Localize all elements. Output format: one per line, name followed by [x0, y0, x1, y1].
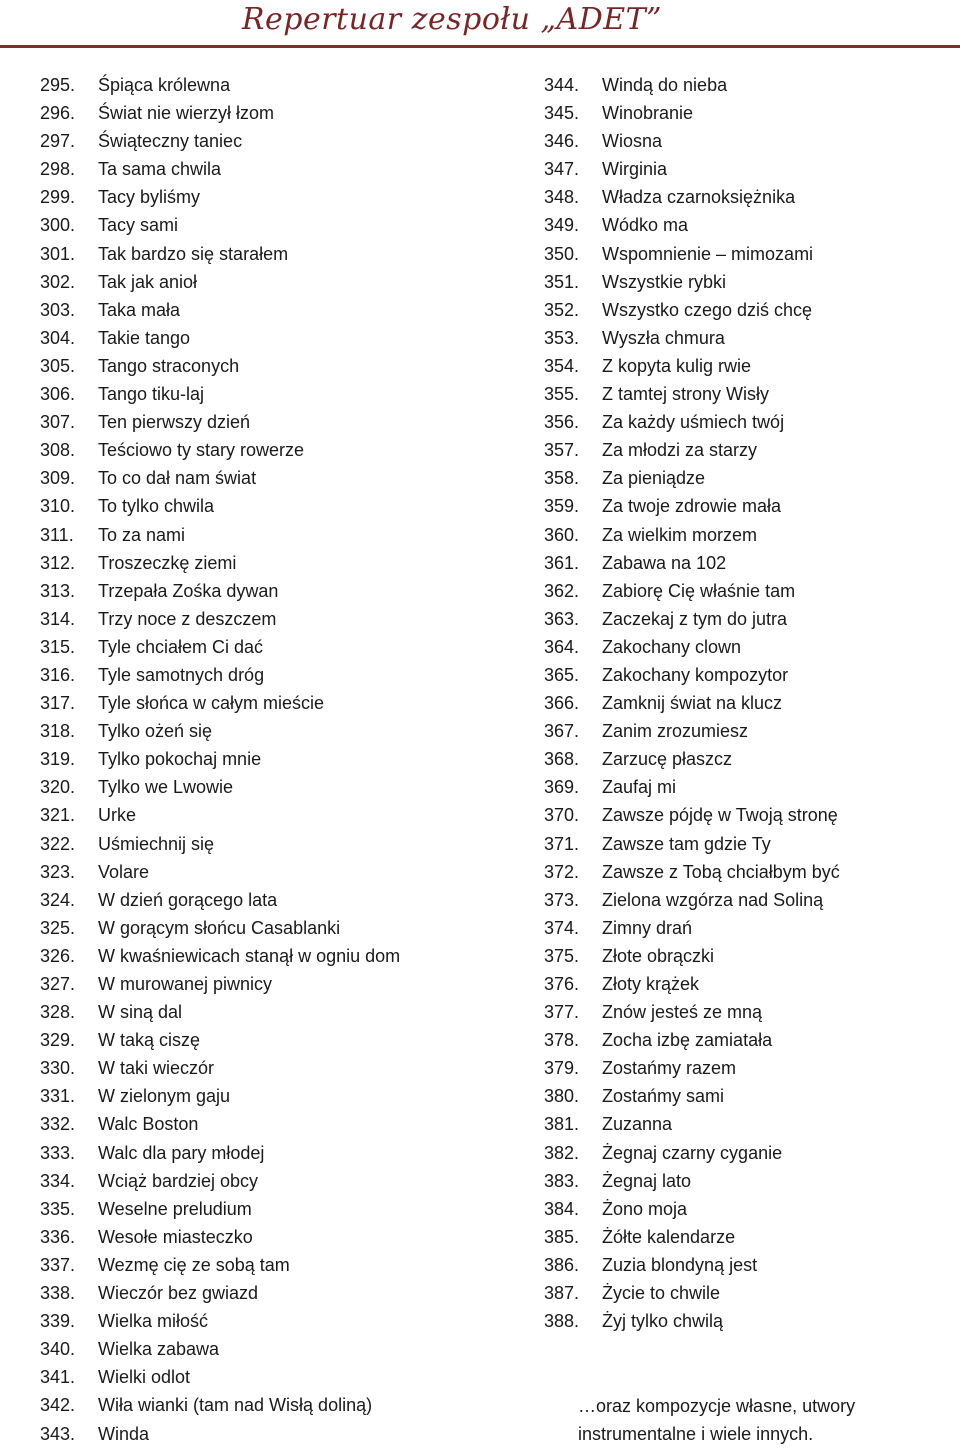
- song-item: [544, 886, 840, 914]
- song-item: [544, 155, 840, 183]
- song-item: [40, 1391, 400, 1419]
- song-list-right: [544, 71, 840, 1335]
- song-title: Wezmę cię ze sobą tam: [98, 1254, 290, 1275]
- song-title: Zuzia blondyną jest: [602, 1254, 758, 1275]
- song-item: [40, 830, 400, 858]
- song-number: 332.: [40, 1114, 76, 1135]
- song-number: 306.: [40, 384, 76, 405]
- song-number: 301.: [40, 243, 76, 264]
- song-item: [40, 661, 400, 689]
- song-title: Tylko ożeń się: [98, 721, 213, 742]
- song-item: [40, 1110, 400, 1138]
- song-number: 385.: [544, 1226, 580, 1247]
- song-title: Zanim zrozumiesz: [602, 721, 749, 742]
- song-item: [544, 1110, 840, 1138]
- song-title: Tyle chciałem Ci dać: [98, 636, 264, 657]
- song-item: [40, 1082, 400, 1110]
- song-item: [544, 830, 840, 858]
- song-item: [544, 717, 840, 745]
- song-item: [40, 717, 400, 745]
- song-number: 330.: [40, 1058, 76, 1079]
- song-number: 314.: [40, 608, 76, 629]
- song-title: Walc Boston: [98, 1114, 199, 1135]
- song-number: 331.: [40, 1086, 76, 1107]
- song-title: Tacy byliśmy: [98, 187, 201, 208]
- song-item: [544, 268, 840, 296]
- song-item: [40, 352, 400, 380]
- song-title: Za młodzi za starzy: [602, 440, 758, 461]
- song-title: Znów jesteś ze mną: [602, 1002, 763, 1023]
- song-item: [40, 127, 400, 155]
- song-title: Tylko we Lwowie: [98, 777, 234, 798]
- song-title: W dzień gorącego lata: [98, 889, 278, 910]
- song-title: Złoty krążek: [602, 974, 700, 994]
- song-number: 342.: [40, 1395, 76, 1416]
- song-item: [544, 240, 840, 268]
- song-item: [544, 773, 840, 801]
- song-title: Tango straconych: [98, 355, 240, 376]
- song-title: W zielonym gaju: [98, 1086, 231, 1107]
- song-item: [40, 745, 400, 773]
- song-title: Wszystkie rybki: [602, 271, 727, 292]
- song-number: 347.: [544, 159, 580, 180]
- song-title: To tylko chwila: [98, 496, 215, 517]
- song-item: [40, 240, 400, 268]
- song-title: Zaufaj mi: [602, 777, 677, 798]
- song-title: Żółte kalendarze: [602, 1226, 736, 1247]
- song-item: [40, 296, 400, 324]
- song-number: 305.: [40, 355, 76, 376]
- song-title: Wódko ma: [602, 215, 689, 236]
- song-item: [40, 801, 400, 829]
- song-number: 356.: [544, 412, 580, 433]
- song-number: 344.: [544, 75, 580, 95]
- song-item: [40, 268, 400, 296]
- song-number: 387.: [544, 1283, 580, 1304]
- song-number: 386.: [544, 1254, 580, 1275]
- song-item: [40, 773, 400, 801]
- song-number: 338.: [40, 1283, 76, 1304]
- song-number: 372.: [544, 861, 580, 882]
- song-number: 336.: [40, 1226, 76, 1247]
- song-title: Wiła wianki (tam nad Wisłą doliną): [98, 1395, 373, 1416]
- song-item: [544, 1082, 840, 1110]
- song-number: 358.: [544, 468, 580, 489]
- song-number: 376.: [544, 974, 580, 994]
- song-number: 303.: [40, 299, 76, 320]
- song-item: [40, 942, 400, 970]
- song-title: Wiosna: [602, 131, 663, 152]
- song-title: Trzy noce z deszczem: [98, 608, 277, 629]
- song-item: [544, 127, 840, 155]
- song-title: Wszystko czego dziś chcę: [602, 299, 813, 320]
- song-item: [544, 211, 840, 239]
- song-title: Zabawa na 102: [602, 552, 727, 573]
- song-number: 359.: [544, 496, 580, 517]
- song-item: [544, 521, 840, 549]
- song-item: [40, 1363, 400, 1391]
- song-number: 368.: [544, 749, 580, 770]
- song-number: 310.: [40, 496, 76, 517]
- song-title: Wesołe miasteczko: [98, 1226, 253, 1247]
- song-number: 351.: [544, 271, 580, 292]
- song-item: [40, 914, 400, 942]
- song-item: [40, 1279, 400, 1307]
- song-number: 348.: [544, 187, 580, 208]
- song-title: Zocha izbę zamiatała: [602, 1030, 773, 1051]
- song-item: [40, 71, 400, 99]
- song-number: 357.: [544, 440, 580, 461]
- song-item: [40, 183, 400, 211]
- song-item: [544, 71, 840, 99]
- song-title: Tyle słońca w całym mieście: [98, 693, 325, 714]
- song-number: 384.: [544, 1198, 580, 1219]
- song-title: Świat nie wierzył łzom: [98, 103, 275, 124]
- song-title: Zawsze z Tobą chciałbym być: [602, 861, 840, 882]
- song-title: Tylko pokochaj mnie: [98, 749, 262, 770]
- song-item: [544, 661, 840, 689]
- song-title: Śpiąca królewna: [98, 75, 231, 95]
- song-number: 381.: [544, 1114, 580, 1135]
- song-title: Windą do nieba: [602, 75, 728, 95]
- song-list-left: [40, 71, 400, 1448]
- song-title: Tyle samotnych dróg: [98, 664, 265, 685]
- song-item: [40, 549, 400, 577]
- song-item: [544, 1279, 840, 1307]
- song-item: [40, 521, 400, 549]
- footer-note: [578, 1392, 918, 1448]
- song-number: 321.: [40, 805, 76, 826]
- song-title: Zarzucę płaszcz: [602, 749, 733, 770]
- song-title: Władza czarnoksiężnika: [602, 187, 796, 208]
- song-item: [40, 211, 400, 239]
- song-number: 333.: [40, 1142, 76, 1163]
- song-item: [544, 352, 840, 380]
- song-item: [40, 633, 400, 661]
- song-number: 297.: [40, 131, 76, 152]
- song-number: 362.: [544, 580, 580, 601]
- footer-note-line-2: instrumentalne i wiele innych.: [578, 1424, 814, 1444]
- song-number: 354.: [544, 355, 580, 376]
- song-item: [40, 858, 400, 886]
- song-title: Za każdy uśmiech twój: [602, 412, 785, 433]
- song-title: Zostańmy razem: [602, 1058, 737, 1079]
- song-title: Winobranie: [602, 103, 694, 124]
- song-item: [544, 577, 840, 605]
- song-number: 329.: [40, 1030, 76, 1051]
- song-number: 373.: [544, 889, 580, 910]
- song-number: 355.: [544, 384, 580, 405]
- song-item: [40, 380, 400, 408]
- song-item: [544, 296, 840, 324]
- song-title: Tak jak anioł: [98, 271, 198, 292]
- song-title: Za wielkim morzem: [602, 524, 758, 545]
- song-title: Zawsze tam gdzie Ty: [602, 833, 771, 854]
- song-number: 298.: [40, 159, 76, 180]
- song-number: 318.: [40, 721, 76, 742]
- song-item: [544, 1139, 840, 1167]
- song-number: 312.: [40, 552, 76, 573]
- song-title: Wieczór bez gwiazd: [98, 1283, 259, 1304]
- song-title: W gorącym słońcu Casablanki: [98, 917, 341, 938]
- song-item: [40, 1167, 400, 1195]
- song-number: 388.: [544, 1311, 580, 1332]
- song-item: [544, 1195, 840, 1223]
- song-title: Wyszła chmura: [602, 327, 725, 348]
- song-title: Zawsze pójdę w Twoją stronę: [602, 805, 838, 826]
- song-item: [544, 99, 840, 127]
- song-item: [40, 1195, 400, 1223]
- song-number: 375.: [544, 945, 580, 966]
- song-item: [40, 99, 400, 127]
- song-number: 340.: [40, 1339, 76, 1360]
- song-item: [544, 380, 840, 408]
- song-number: 352.: [544, 299, 580, 320]
- song-item: [40, 492, 400, 520]
- song-item: [544, 549, 840, 577]
- song-item: [544, 1026, 840, 1054]
- song-title: Wielka zabawa: [98, 1339, 220, 1360]
- song-item: [544, 1167, 840, 1195]
- song-number: 317.: [40, 693, 76, 714]
- footer-note-line-1: …oraz kompozycje własne, utwory: [578, 1396, 856, 1416]
- song-item: [544, 324, 840, 352]
- page-title: Repertuar zespołu „ADET”: [241, 2, 662, 37]
- song-number: 370.: [544, 805, 580, 826]
- song-item: [544, 633, 840, 661]
- song-title: Tak bardzo się starałem: [98, 243, 289, 264]
- song-item: [544, 1054, 840, 1082]
- song-number: 295.: [40, 75, 76, 95]
- song-title: Życie to chwile: [602, 1283, 721, 1304]
- song-number: 349.: [544, 215, 580, 236]
- song-item: [40, 998, 400, 1026]
- song-number: 345.: [544, 103, 580, 124]
- song-title: W murowanej piwnicy: [98, 974, 273, 994]
- song-number: 300.: [40, 215, 76, 236]
- song-title: Trzepała Zośka dywan: [98, 580, 279, 601]
- song-item: [544, 436, 840, 464]
- song-item: [544, 689, 840, 717]
- song-title: Wielki odlot: [98, 1367, 191, 1388]
- song-item: [544, 464, 840, 492]
- song-title: Żyj tylko chwilą: [602, 1311, 724, 1332]
- song-item: [544, 801, 840, 829]
- song-number: 325.: [40, 917, 76, 938]
- song-title: Zakochany kompozytor: [602, 664, 789, 685]
- song-number: 371.: [544, 833, 580, 854]
- song-number: 323.: [40, 861, 76, 882]
- song-number: 322.: [40, 833, 76, 854]
- song-number: 383.: [544, 1170, 580, 1191]
- song-title: Złote obrączki: [602, 945, 715, 966]
- song-number: 315.: [40, 636, 76, 657]
- song-title: W taką ciszę: [98, 1030, 201, 1051]
- song-title: To co dał nam świat: [98, 468, 257, 489]
- song-number: 339.: [40, 1311, 76, 1332]
- song-title: Z tamtej strony Wisły: [602, 384, 770, 405]
- song-item: [40, 1139, 400, 1167]
- song-item: [40, 1307, 400, 1335]
- song-title: Ta sama chwila: [98, 159, 222, 180]
- song-number: 382.: [544, 1142, 580, 1163]
- song-number: 334.: [40, 1170, 76, 1191]
- song-number: 302.: [40, 271, 76, 292]
- song-item: [40, 970, 400, 998]
- song-number: 328.: [40, 1002, 76, 1023]
- song-title: Wspomnienie – mimozami: [602, 243, 814, 264]
- song-title: Teściowo ty stary rowerze: [98, 440, 305, 461]
- song-number: 337.: [40, 1254, 76, 1275]
- song-title: Volare: [98, 861, 150, 882]
- song-title: Takie tango: [98, 327, 191, 348]
- song-title: Zabiorę Cię właśnie tam: [602, 580, 796, 601]
- song-title: Ten pierwszy dzień: [98, 412, 251, 433]
- song-number: 369.: [544, 777, 580, 798]
- song-item: [40, 886, 400, 914]
- song-title: W taki wieczór: [98, 1058, 215, 1079]
- song-number: 335.: [40, 1198, 76, 1219]
- song-title: W kwaśniewicach stanął w ogniu dom: [98, 945, 401, 966]
- song-number: 366.: [544, 693, 580, 714]
- song-number: 367.: [544, 721, 580, 742]
- song-item: [544, 1251, 840, 1279]
- song-item: [40, 1251, 400, 1279]
- song-item: [40, 1420, 400, 1448]
- song-title: Zimny drań: [602, 917, 693, 938]
- song-number: 308.: [40, 440, 76, 461]
- song-item: [40, 605, 400, 633]
- song-number: 380.: [544, 1086, 580, 1107]
- song-item: [544, 914, 840, 942]
- song-number: 363.: [544, 608, 580, 629]
- song-item: [40, 155, 400, 183]
- song-number: 378.: [544, 1030, 580, 1051]
- song-number: 326.: [40, 945, 76, 966]
- song-title: Wirginia: [602, 159, 668, 180]
- song-title: Urke: [98, 805, 137, 826]
- song-item: [544, 1307, 840, 1335]
- song-item: [544, 745, 840, 773]
- song-number: 316.: [40, 664, 76, 685]
- song-item: [40, 436, 400, 464]
- song-title: To za nami: [98, 524, 186, 545]
- song-item: [40, 1026, 400, 1054]
- song-number: 309.: [40, 468, 76, 489]
- song-title: Weselne preludium: [98, 1198, 252, 1219]
- song-title: Taka mała: [98, 299, 181, 320]
- song-item: [40, 1335, 400, 1363]
- song-item: [40, 1223, 400, 1251]
- song-number: 320.: [40, 777, 76, 798]
- song-number: 319.: [40, 749, 76, 770]
- song-title: Wielka miłość: [98, 1311, 209, 1332]
- song-number: 374.: [544, 917, 580, 938]
- song-item: [40, 689, 400, 717]
- song-title: Zaczekaj z tym do jutra: [602, 608, 788, 629]
- song-title: Walc dla pary młodej: [98, 1142, 265, 1163]
- song-title: Winda: [98, 1423, 150, 1444]
- song-item: [40, 577, 400, 605]
- song-title: Z kopyta kulig rwie: [602, 355, 752, 376]
- song-item: [40, 464, 400, 492]
- song-number: 327.: [40, 974, 76, 994]
- song-title: Wciąż bardziej obcy: [98, 1170, 259, 1191]
- song-item: [544, 998, 840, 1026]
- song-number: 364.: [544, 636, 580, 657]
- song-title: Żono moja: [602, 1198, 688, 1219]
- song-number: 304.: [40, 327, 76, 348]
- song-number: 307.: [40, 412, 76, 433]
- song-title: Tacy sami: [98, 215, 179, 236]
- song-title: Zostańmy sami: [602, 1086, 725, 1107]
- song-item: [40, 1054, 400, 1082]
- song-item: [544, 970, 840, 998]
- song-number: 350.: [544, 243, 580, 264]
- song-number: 361.: [544, 552, 580, 573]
- song-title: Uśmiechnij się: [98, 833, 215, 854]
- song-item: [544, 408, 840, 436]
- song-item: [544, 942, 840, 970]
- song-title: Zielona wzgórza nad Soliną: [602, 889, 824, 910]
- song-title: Zuzanna: [602, 1114, 673, 1135]
- song-title: Żegnaj czarny cyganie: [602, 1142, 783, 1163]
- song-number: 313.: [40, 580, 76, 601]
- song-number: 311.: [40, 524, 74, 545]
- song-item: [544, 183, 840, 211]
- song-title: Zamknij świat na klucz: [602, 693, 783, 714]
- song-number: 341.: [40, 1367, 76, 1388]
- song-title: Za pieniądze: [602, 468, 706, 489]
- song-number: 296.: [40, 103, 76, 124]
- song-number: 353.: [544, 327, 580, 348]
- song-title: W siną dal: [98, 1002, 183, 1023]
- song-item: [40, 408, 400, 436]
- song-title: Świąteczny taniec: [98, 131, 243, 152]
- song-title: Za twoje zdrowie mała: [602, 496, 782, 517]
- song-number: 377.: [544, 1002, 580, 1023]
- song-number: 324.: [40, 889, 76, 910]
- song-item: [544, 492, 840, 520]
- song-number: 343.: [40, 1423, 76, 1444]
- song-item: [544, 605, 840, 633]
- song-title: Zakochany clown: [602, 636, 742, 657]
- song-title: Troszeczkę ziemi: [98, 552, 237, 573]
- song-number: 299.: [40, 187, 76, 208]
- song-item: [544, 858, 840, 886]
- song-item: [40, 324, 400, 352]
- song-number: 379.: [544, 1058, 580, 1079]
- song-number: 360.: [544, 524, 580, 545]
- header-divider: [0, 45, 960, 48]
- song-title: Tango tiku-laj: [98, 384, 205, 405]
- song-number: 365.: [544, 664, 580, 685]
- song-item: [544, 1223, 840, 1251]
- song-number: 346.: [544, 131, 580, 152]
- song-title: Żegnaj lato: [602, 1170, 692, 1191]
